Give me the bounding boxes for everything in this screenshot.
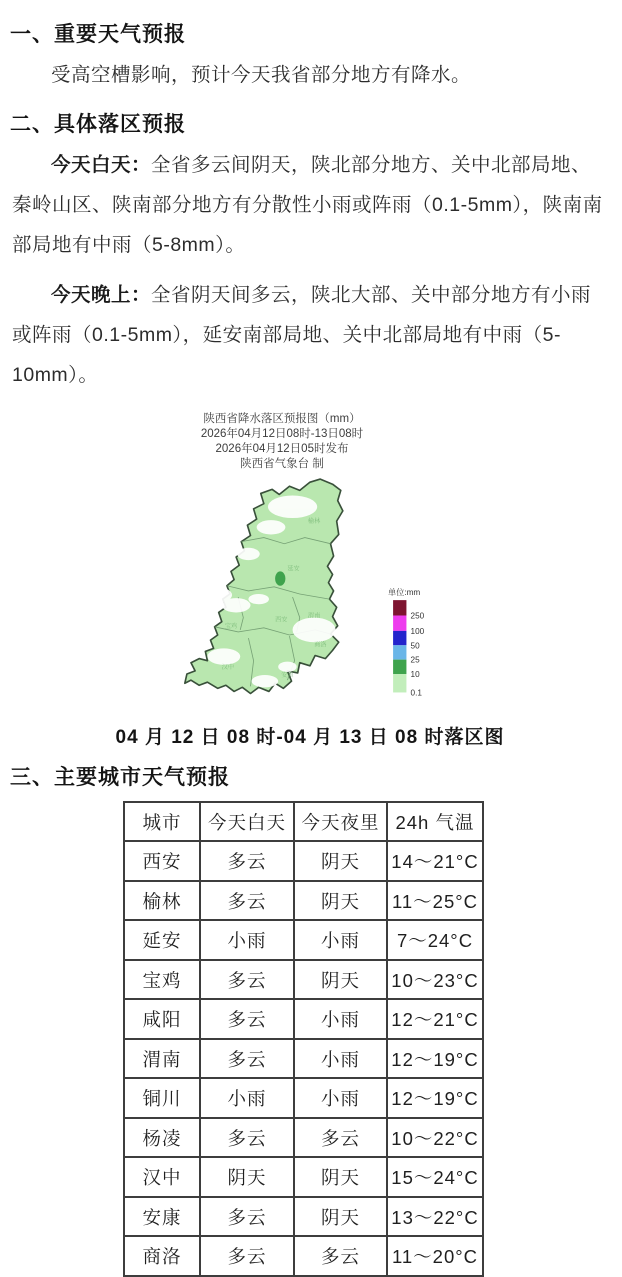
day-weather-cell: 小雨 bbox=[200, 1078, 294, 1118]
night-text: 全省阴天间多云，陕北大部、关中部分地方有小雨或阵雨（0.1-5mm），延安南部局地、关中北部局地有中雨（5-10mm）。 bbox=[12, 283, 592, 386]
legend-swatch-250 bbox=[393, 600, 406, 615]
header-night: 今天夜里 bbox=[294, 802, 387, 842]
map-city-label: 汉中 bbox=[221, 663, 235, 671]
table-row bbox=[124, 1197, 483, 1237]
table-row bbox=[124, 881, 483, 921]
map-city-label: 榆林 bbox=[307, 517, 321, 525]
province-shape bbox=[185, 479, 343, 693]
table-row bbox=[124, 1118, 483, 1158]
legend-swatch-50 bbox=[393, 631, 406, 645]
table-row bbox=[124, 960, 483, 1000]
legend-value-100: 100 bbox=[410, 626, 425, 636]
temp-cell: 12～19°C bbox=[387, 1039, 483, 1079]
day-weather-cell: 多云 bbox=[200, 1197, 294, 1237]
city-cell: 渭南 bbox=[124, 1039, 200, 1079]
night-weather-cell: 阴天 bbox=[294, 960, 387, 1000]
section1-body: 受高空槽影响，预计今天我省部分地方有降水。 bbox=[51, 64, 472, 86]
city-cell: 咸阳 bbox=[124, 999, 200, 1039]
map-city-label: 宝鸡 bbox=[224, 622, 238, 630]
night-weather-cell: 阴天 bbox=[294, 1197, 387, 1237]
temp-cell: 14～21°C bbox=[387, 841, 483, 881]
day-weather-cell: 多云 bbox=[200, 1118, 294, 1158]
precipitation-map-figure bbox=[10, 412, 610, 749]
legend-swatch-25 bbox=[393, 645, 406, 659]
section2-heading: 二、具体落区预报 bbox=[10, 112, 186, 136]
temp-cell: 12～19°C bbox=[387, 1078, 483, 1118]
map-title-line2: 2026年04月12日08时-13日08时 bbox=[200, 427, 364, 440]
temp-cell: 11～25°C bbox=[387, 881, 483, 921]
night-weather-cell: 阴天 bbox=[294, 1157, 387, 1197]
day-weather-cell: 多云 bbox=[200, 1236, 294, 1276]
temp-cell: 10～22°C bbox=[387, 1118, 483, 1158]
city-cell: 商洛 bbox=[124, 1236, 200, 1276]
day-weather-cell: 小雨 bbox=[200, 920, 294, 960]
table-row bbox=[124, 1236, 483, 1276]
header-day: 今天白天 bbox=[200, 802, 294, 842]
map-city-label: 渭南 bbox=[307, 612, 321, 620]
map-caption: 04 月 12 日 08 时-04 月 13 日 08 时落区图 bbox=[115, 726, 505, 748]
legend-value-25: 25 bbox=[410, 655, 420, 665]
night-weather-cell: 多云 bbox=[294, 1236, 387, 1276]
section3-heading: 三、主要城市天气预报 bbox=[10, 765, 230, 789]
legend-swatch-0_1 bbox=[393, 674, 406, 692]
map-title-line3: 2026年04月12日05时发布 bbox=[215, 442, 349, 455]
city-weather-table bbox=[123, 801, 484, 1277]
map-city-label: 商洛 bbox=[314, 641, 327, 649]
day-weather-cell: 多云 bbox=[200, 999, 294, 1039]
legend-swatch-100 bbox=[393, 615, 406, 630]
map-title-line1: 陕西省降水落区预报图（mm） bbox=[203, 412, 361, 425]
legend-unit-label: 单位:mm bbox=[387, 587, 421, 597]
day-weather-cell: 多云 bbox=[200, 881, 294, 921]
night-weather-cell: 阴天 bbox=[294, 841, 387, 881]
map-legend bbox=[388, 587, 425, 698]
legend-value-50: 50 bbox=[410, 641, 420, 651]
temp-cell: 15～24°C bbox=[387, 1157, 483, 1197]
day-weather-cell: 多云 bbox=[200, 1039, 294, 1079]
night-weather-cell: 小雨 bbox=[294, 920, 387, 960]
header-city: 城市 bbox=[124, 802, 200, 842]
city-cell: 宝鸡 bbox=[124, 960, 200, 1000]
legend-value-0_1: 0.1 bbox=[410, 688, 422, 698]
night-weather-cell: 小雨 bbox=[294, 1039, 387, 1079]
daytime-text: 全省多云间阴天，陕北部分地方、关中北部局地、秦岭山区、陕南部分地方有分散性小雨或阵雨（0.1-5mm），陕南南部局地有中雨（5-8mm）。 bbox=[12, 153, 603, 256]
night-weather-cell: 多云 bbox=[294, 1118, 387, 1158]
map-city-label: 延安 bbox=[287, 565, 300, 573]
city-cell: 延安 bbox=[124, 920, 200, 960]
map-title-block bbox=[0, 412, 582, 472]
map-title-line4: 陕西省气象台 制 bbox=[240, 457, 324, 470]
night-label: 今天晚上： bbox=[51, 283, 152, 306]
temp-cell: 7～24°C bbox=[387, 920, 483, 960]
map-city-label: 安康 bbox=[281, 671, 294, 679]
table-row bbox=[124, 999, 483, 1039]
temp-cell: 13～22°C bbox=[387, 1197, 483, 1237]
day-weather-cell: 多云 bbox=[200, 841, 294, 881]
heavy-rain-spot bbox=[275, 571, 285, 585]
city-cell: 杨凌 bbox=[124, 1118, 200, 1158]
table-header-row bbox=[124, 802, 483, 842]
section1-heading: 一、重要天气预报 bbox=[10, 23, 186, 46]
daytime-label: 今天白天： bbox=[51, 153, 152, 176]
city-cell: 安康 bbox=[124, 1197, 200, 1237]
temp-cell: 11～20°C bbox=[387, 1236, 483, 1276]
city-cell: 铜川 bbox=[124, 1078, 200, 1118]
temp-cell: 12～21°C bbox=[387, 999, 483, 1039]
daytime-forecast-paragraph bbox=[12, 146, 608, 266]
night-weather-cell: 小雨 bbox=[294, 1078, 387, 1118]
header-temp: 24h 气温 bbox=[387, 802, 483, 842]
day-weather-cell: 多云 bbox=[200, 960, 294, 1000]
legend-swatch-10 bbox=[393, 659, 406, 673]
night-weather-cell: 小雨 bbox=[294, 999, 387, 1039]
night-weather-cell: 阴天 bbox=[294, 881, 387, 921]
legend-value-10: 10 bbox=[410, 669, 420, 679]
city-cell: 西安 bbox=[124, 841, 200, 881]
table-row bbox=[124, 920, 483, 960]
table-row bbox=[124, 1078, 483, 1118]
map-city-label: 西安 bbox=[275, 616, 288, 624]
shaanxi-precipitation-map bbox=[176, 476, 444, 714]
city-cell: 榆林 bbox=[124, 881, 200, 921]
city-cell: 汉中 bbox=[124, 1157, 200, 1197]
table-row bbox=[124, 1039, 483, 1079]
table-row bbox=[124, 1157, 483, 1197]
city-weather-table-body bbox=[124, 802, 483, 1276]
table-row bbox=[124, 841, 483, 881]
legend-value-250: 250 bbox=[410, 611, 425, 621]
day-weather-cell: 阴天 bbox=[200, 1157, 294, 1197]
temp-cell: 10～23°C bbox=[387, 960, 483, 1000]
night-forecast-paragraph bbox=[12, 276, 608, 396]
